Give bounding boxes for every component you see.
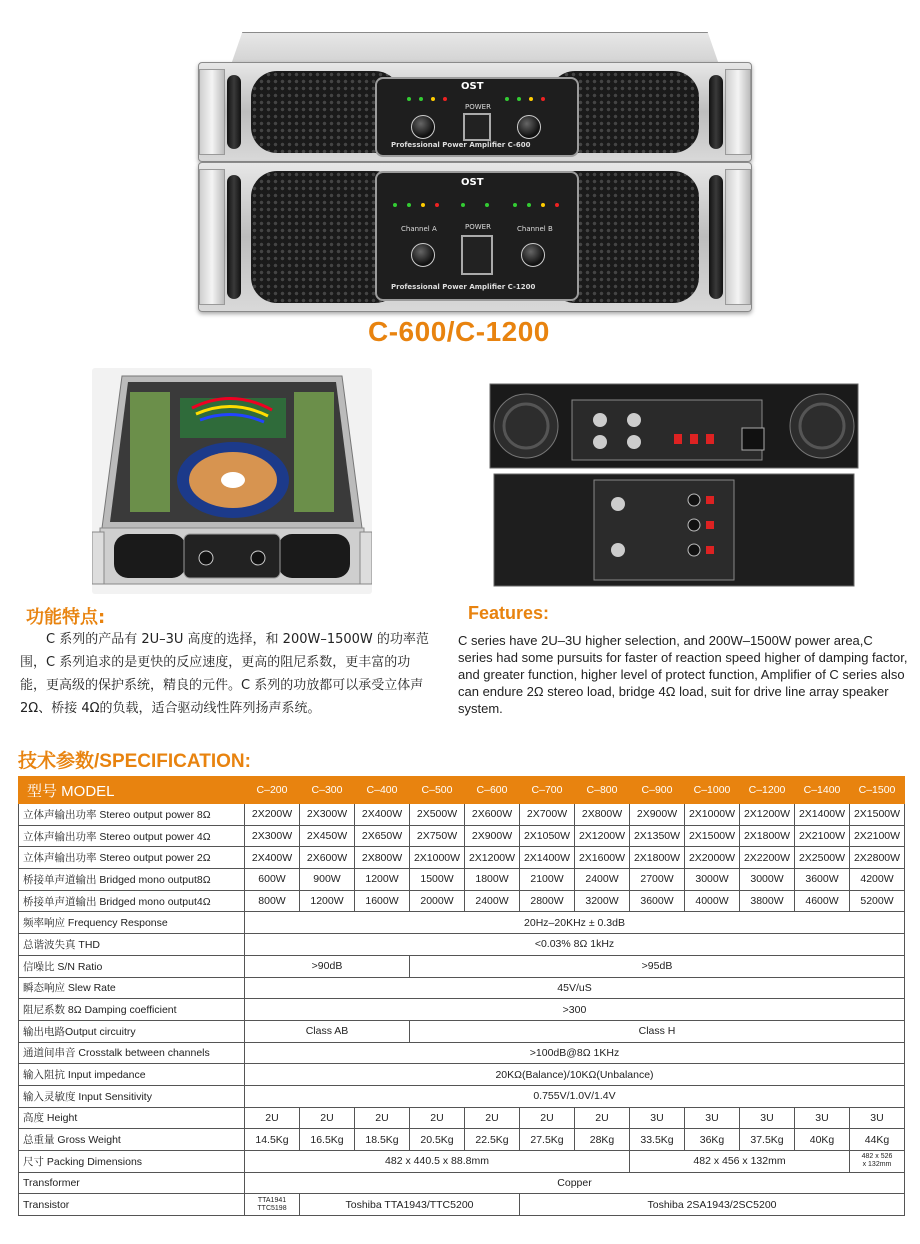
row-value: 4000W <box>685 890 740 912</box>
row-value: 2U <box>410 1107 465 1129</box>
row-value: Class H <box>410 1020 905 1042</box>
model-cell: C–1400 <box>795 777 850 804</box>
row-label: 输入阻抗 Input impedance <box>19 1064 245 1086</box>
row-value: 4600W <box>795 890 850 912</box>
row-value: 2X1050W <box>520 825 575 847</box>
row-value: 2X300W <box>300 804 355 826</box>
table-row <box>19 869 905 891</box>
row-value: 40Kg <box>795 1129 850 1151</box>
row-value: 2X600W <box>300 847 355 869</box>
row-label: 高度 Height <box>19 1107 245 1129</box>
row-value: 2U <box>355 1107 410 1129</box>
model-cell: C–300 <box>300 777 355 804</box>
table-row <box>19 1194 905 1216</box>
table-row <box>19 1064 905 1086</box>
row-value: <0.03% 8Ω 1kHz <box>245 934 905 956</box>
transistor-line-2: TTC5198 <box>257 1204 287 1212</box>
row-value: 2U <box>520 1107 575 1129</box>
row-value: 600W <box>245 869 300 891</box>
row-value: 2X900W <box>465 825 520 847</box>
row-value: 3000W <box>685 869 740 891</box>
row-value: 3000W <box>740 869 795 891</box>
amplifier-rear-photo <box>484 380 864 590</box>
row-value: 2X1500W <box>685 825 740 847</box>
row-label: 输入灵敏度 Input Sensitivity <box>19 1085 245 1107</box>
row-value: 5200W <box>850 890 905 912</box>
spec-table <box>18 776 905 1216</box>
row-value: 2800W <box>520 890 575 912</box>
model-cell: C–1000 <box>685 777 740 804</box>
row-value: 2700W <box>630 869 685 891</box>
row-value: 2X400W <box>245 847 300 869</box>
table-row <box>19 934 905 956</box>
row-value: Toshiba 2SA1943/2SC5200 <box>520 1194 905 1216</box>
row-label: 总谐波失真 THD <box>19 934 245 956</box>
features-heading-cn: 功能特点: <box>26 607 106 628</box>
row-value: 3U <box>795 1107 850 1129</box>
row-value: 2X2100W <box>795 825 850 847</box>
row-value: 4200W <box>850 869 905 891</box>
row-value: 2X1200W <box>575 825 630 847</box>
row-label: 频率响应 Frequency Response <box>19 912 245 934</box>
table-row <box>19 890 905 912</box>
model-cell: C–600 <box>465 777 520 804</box>
spec-title: 技术参数/SPECIFICATION: <box>18 751 251 772</box>
row-value: 36Kg <box>685 1129 740 1151</box>
row-label: 尺寸 Packing Dimensions <box>19 1151 245 1173</box>
row-label: 通道间串音 Crosstalk between channels <box>19 1042 245 1064</box>
row-value: 2X600W <box>465 804 520 826</box>
row-value: 33.5Kg <box>630 1129 685 1151</box>
row-label: 总重量 Gross Weight <box>19 1129 245 1151</box>
power-switch <box>463 113 491 141</box>
row-value: 2X1800W <box>630 847 685 869</box>
row-value: 3600W <box>795 869 850 891</box>
row-value: 2X1600W <box>575 847 630 869</box>
row-value: 900W <box>300 869 355 891</box>
row-value: 3U <box>685 1107 740 1129</box>
model-cell: C–800 <box>575 777 630 804</box>
model-cell: C–200 <box>245 777 300 804</box>
channel-b-knob <box>517 115 541 139</box>
power-label: POWER <box>465 103 491 111</box>
row-value: 20.5Kg <box>410 1129 465 1151</box>
amplifier-interior-photo <box>92 368 372 594</box>
row-value: 22.5Kg <box>465 1129 520 1151</box>
row-value: 2X2500W <box>795 847 850 869</box>
channel-b-knob <box>521 243 545 267</box>
channel-a-knob <box>411 115 435 139</box>
row-label: 立体声输出功率 Stereo output power 8Ω <box>19 804 245 826</box>
brand-logo: OST <box>461 81 484 92</box>
row-value: 2X1350W <box>630 825 685 847</box>
row-value: 20Hz–20KHz ± 0.3dB <box>245 912 905 934</box>
row-value: 2X300W <box>245 825 300 847</box>
row-value: >100dB@8Ω 1KHz <box>245 1042 905 1064</box>
row-value: 2100W <box>520 869 575 891</box>
row-value: 2X2100W <box>850 825 905 847</box>
model-label: 型号 MODEL <box>19 777 245 804</box>
row-label: 瞬态响应 Slew Rate <box>19 977 245 999</box>
row-value: 2X1500W <box>850 804 905 826</box>
row-value: Toshiba TTA1943/TTC5200 <box>300 1194 520 1216</box>
row-value: 482 x 456 x 132mm <box>630 1151 850 1173</box>
table-row <box>19 1151 905 1173</box>
model-cell: C–500 <box>410 777 465 804</box>
row-value: 2X650W <box>355 825 410 847</box>
row-value: 45V/uS <box>245 977 905 999</box>
row-value: 2X200W <box>245 804 300 826</box>
row-value: 3U <box>850 1107 905 1129</box>
row-value: 2X750W <box>410 825 465 847</box>
amplifier-c600-front <box>198 62 752 162</box>
row-value: >95dB <box>410 955 905 977</box>
row-value: 28Kg <box>575 1129 630 1151</box>
row-value: 1200W <box>300 890 355 912</box>
row-value: 1200W <box>355 869 410 891</box>
table-row <box>19 847 905 869</box>
table-row <box>19 977 905 999</box>
model-cell: C–1200 <box>740 777 795 804</box>
model-cell: C–700 <box>520 777 575 804</box>
row-value: 20KΩ(Balance)/10KΩ(Unbalance) <box>245 1064 905 1086</box>
row-value: 800W <box>245 890 300 912</box>
row-value: 3200W <box>575 890 630 912</box>
row-label: Transformer <box>19 1172 245 1194</box>
power-label: POWER <box>465 223 491 231</box>
table-row <box>19 825 905 847</box>
row-value: 2X2800W <box>850 847 905 869</box>
power-switch <box>461 235 493 275</box>
row-value <box>245 1194 300 1216</box>
row-value: 37.5Kg <box>740 1129 795 1151</box>
table-row <box>19 1172 905 1194</box>
row-value: 16.5Kg <box>300 1129 355 1151</box>
row-value: 2X1000W <box>685 804 740 826</box>
row-value: 44Kg <box>850 1129 905 1151</box>
features-body-en: C series have 2U–3U higher selection, and 200W–1500W power area,C series had some pursuits for faster of reaction speed higher of damping factor, and greater function, higher level of protect function, Amplifier of C series also can endure 2Ω stereo load, bridge 4Ω load, suit for drive line array speaker system. <box>458 633 908 716</box>
row-value: Class AB <box>245 1020 410 1042</box>
row-value: 2X800W <box>575 804 630 826</box>
row-value: 1500W <box>410 869 465 891</box>
row-value: 1600W <box>355 890 410 912</box>
row-value: 2X400W <box>355 804 410 826</box>
row-value: 2X1400W <box>795 804 850 826</box>
model-cell: C–1500 <box>850 777 905 804</box>
table-row <box>19 1107 905 1129</box>
row-value: 0.755V/1.0V/1.4V <box>245 1085 905 1107</box>
row-value: 2X500W <box>410 804 465 826</box>
row-value: 2X1000W <box>410 847 465 869</box>
channel-b-label: Channel B <box>517 225 553 233</box>
table-row <box>19 955 905 977</box>
row-label: 桥接单声道输出 Bridged mono output4Ω <box>19 890 245 912</box>
row-value: 2X1200W <box>740 804 795 826</box>
model-cell: C–900 <box>630 777 685 804</box>
row-value: 2X1800W <box>740 825 795 847</box>
row-value: 2U <box>465 1107 520 1129</box>
table-row <box>19 1085 905 1107</box>
row-value: 2X2000W <box>685 847 740 869</box>
features-body-cn: C 系列的产品有 2U–3U 高度的选择，和 200W–1500W 的功率范围，C 系列追求的是更快的反应速度，更高的阻尼系数，更丰富的功能，更高级的保护系统，精良的元件。C 系列的功放都可以承受立体声 2Ω、桥接 4Ω的负载，适合驱动线性阵列扬声系统。 <box>20 632 429 716</box>
row-value: 2400W <box>575 869 630 891</box>
row-value: >300 <box>245 999 905 1021</box>
channel-a-label: Channel A <box>401 225 437 233</box>
table-row <box>19 804 905 826</box>
row-label: 阻尼系数 8Ω Damping coefficient <box>19 999 245 1021</box>
row-value: 2X2200W <box>740 847 795 869</box>
amp-caption: Professional Power Amplifier C-600 <box>391 141 531 149</box>
row-label: 桥接单声道输出 Bridged mono output8Ω <box>19 869 245 891</box>
channel-a-knob <box>411 243 435 267</box>
row-value: 1800W <box>465 869 520 891</box>
row-value: 2X1200W <box>465 847 520 869</box>
table-row <box>19 912 905 934</box>
row-value: >90dB <box>245 955 410 977</box>
packing-line-1: 482 x 526 <box>861 1153 893 1161</box>
row-value: 14.5Kg <box>245 1129 300 1151</box>
row-value: 3800W <box>740 890 795 912</box>
row-value: 2000W <box>410 890 465 912</box>
table-row <box>19 1042 905 1064</box>
transistor-line-1: TTA1941 <box>257 1196 287 1204</box>
amp-caption: Professional Power Amplifier C-1200 <box>391 283 536 291</box>
row-value: 18.5Kg <box>355 1129 410 1151</box>
packing-line-2: x 132mm <box>862 1161 892 1169</box>
row-value: 2U <box>245 1107 300 1129</box>
amplifier-c1200-front <box>198 162 752 312</box>
row-value <box>850 1151 905 1173</box>
row-value: 2X450W <box>300 825 355 847</box>
row-label: 输出电路Output circuitry <box>19 1020 245 1042</box>
table-row <box>19 999 905 1021</box>
row-value: 2X1400W <box>520 847 575 869</box>
row-value: 482 x 440.5 x 88.8mm <box>245 1151 630 1173</box>
row-value: 2X800W <box>355 847 410 869</box>
row-value: 2X900W <box>630 804 685 826</box>
row-label: 立体声输出功率 Stereo output power 2Ω <box>19 847 245 869</box>
row-value: 27.5Kg <box>520 1129 575 1151</box>
table-row <box>19 1020 905 1042</box>
row-label: Transistor <box>19 1194 245 1216</box>
row-value: Copper <box>245 1172 905 1194</box>
row-value: 2X700W <box>520 804 575 826</box>
row-label: 立体声输出功率 Stereo output power 4Ω <box>19 825 245 847</box>
row-value: 2U <box>300 1107 355 1129</box>
table-row <box>19 1129 905 1151</box>
model-cell: C–400 <box>355 777 410 804</box>
spec-header-row <box>19 777 905 804</box>
row-value: 3U <box>630 1107 685 1129</box>
row-value: 3600W <box>630 890 685 912</box>
row-value: 2U <box>575 1107 630 1129</box>
row-value: 3U <box>740 1107 795 1129</box>
brand-logo: OST <box>461 177 484 188</box>
row-label: 信噪比 S/N Ratio <box>19 955 245 977</box>
features-heading-en: Features: <box>468 603 550 623</box>
product-model-title: C-600/C-1200 <box>368 316 550 347</box>
row-value: 2400W <box>465 890 520 912</box>
